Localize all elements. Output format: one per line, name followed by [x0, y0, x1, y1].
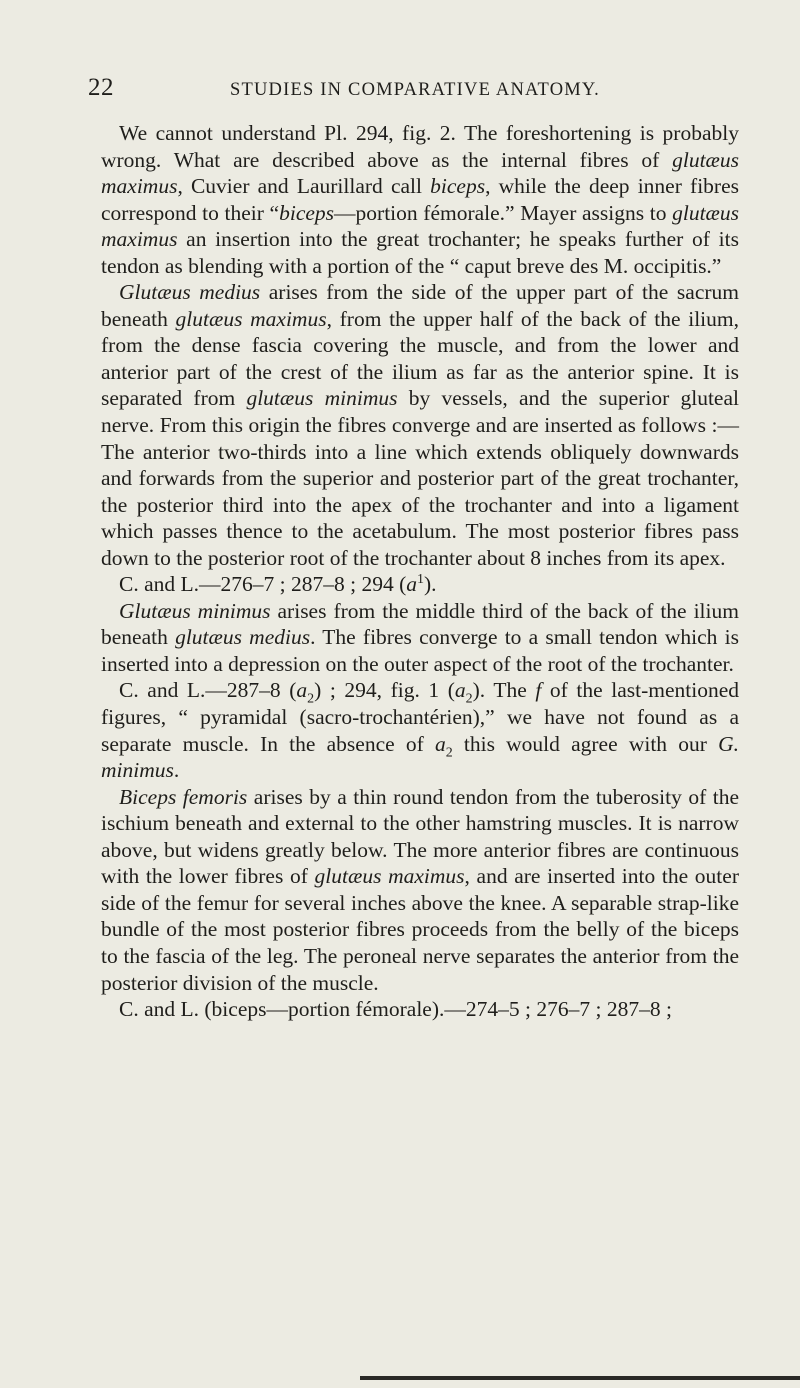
italic-term: biceps [430, 174, 486, 199]
italic-term: biceps [279, 200, 335, 225]
text-segment: , from the upper half of the back of the ilium, from the dense fascia covering the muscle, and from the lower and anterior part of the crest of the ilium as far as the anterior spine. It is separated from [101, 306, 739, 411]
text-segment: C. and L. (biceps—portion fémorale).—274–5 ; 276–7 ; 287–8 ; [119, 997, 672, 1022]
running-title: STUDIES IN COMPARATIVE ANATOMY. [230, 80, 600, 100]
text-segment: an insertion into the great trochanter; he speaks further of its tendon as blending with a portion of the “ caput breve des M. occipitis.” [101, 227, 739, 278]
italic-term: glutæus maximus [314, 864, 465, 889]
text-segment: —portion fémorale.” Mayer assigns to [334, 200, 673, 225]
text-segment: 2 [445, 744, 453, 760]
text-segment: C. and L.—287–8 ( [119, 678, 297, 703]
text-segment: ) ; 294, fig. 1 ( [314, 678, 455, 703]
paragraph-biceps-femoris [101, 784, 739, 996]
text-segment: arises from the side of the upper part of the sacrum beneath [101, 280, 739, 331]
text-segment: C. and L.—276–7 ; 287–8 ; 294 ( [119, 572, 407, 597]
italic-term: glutæus maximus [175, 306, 327, 331]
italic-term: a [296, 678, 308, 703]
text-segment: We cannot understand Pl. 294, fig. 2. The foreshortening is probably wrong. What are described above as the internal fibres of [101, 121, 739, 172]
italic-term: f [535, 678, 542, 703]
page-number: 22 [88, 74, 114, 101]
text-segment: arises by a thin round tendon from the tuberosity of the ischium beneath and external to the other hamstring muscles. It is narrow above, but widens greatly below. The more anterior fibres are continuous with the lower fibres of [101, 784, 739, 889]
italic-term: glutæus medius [175, 625, 311, 650]
italic-term: glutæus maximus [101, 200, 740, 252]
text-segment: . [173, 758, 180, 783]
body-text [101, 120, 739, 1023]
text-segment: , Cuvier and Laurillard call [177, 174, 431, 199]
italic-term: a [406, 572, 417, 597]
paragraph-gluteus-maximus-note [101, 120, 739, 279]
text-segment: 2 [465, 691, 473, 707]
text-segment: this would agree with our [452, 731, 719, 756]
paragraph-gluteus-medius [101, 279, 739, 571]
italic-term: glutæus minimus [246, 386, 398, 411]
italic-term: Glutæus medius [119, 280, 261, 305]
reference-biceps-femoris [101, 996, 739, 1023]
italic-term: glutæus maximus [101, 147, 739, 199]
text-segment: ). [423, 572, 437, 597]
text-segment: 1 [417, 572, 424, 588]
page-header [88, 74, 738, 108]
bottom-rule [360, 1376, 800, 1380]
reference-gluteus-minimus [101, 677, 739, 783]
text-segment: by vessels, and the superior gluteal nerve. From this origin the fibres converge and are inserted as follows :—The anterior two-thirds into a line which extends obliquely downwards and forwards from the superior and posterior part of the great trochanter, the posterior third into the apex of the trochanter and into a ligament which passes thence to the acetabulum. The most posterior fibres pass down to the posterior root of the trochanter about 8 inches from its apex. [101, 386, 739, 570]
text-segment: , and are inserted into the outer side of the femur for several inches above the knee. A separable strap-like bundle of the most posterior fibres proceeds from the belly of the biceps to the fascia of the leg. The peroneal nerve separates the anterior from the posterior division of the muscle. [101, 864, 739, 995]
text-segment: arises from the middle third of the back of the ilium beneath [101, 598, 739, 650]
italic-term: a [434, 731, 446, 756]
italic-term: Biceps femoris [119, 784, 248, 809]
text-segment: 2 [307, 691, 315, 707]
text-segment: of the last-mentioned figures, “ pyramidal (sacro-trochantérien),” we have not found as a separate muscle. In the absence of [101, 678, 739, 756]
italic-term: G. minimus [101, 731, 739, 783]
italic-term: Glutæus minimus [119, 598, 271, 623]
reference-gluteus-medius [101, 571, 739, 598]
italic-term: a [454, 678, 466, 703]
text-segment: ). The [472, 678, 536, 703]
text-segment: , while the deep inner fibres correspond to their “ [101, 174, 739, 225]
paragraph-gluteus-minimus [101, 598, 739, 678]
text-segment: . The fibres converge to a small tendon which is inserted into a depression on the outer aspect of the root of the trochanter. [101, 625, 739, 676]
